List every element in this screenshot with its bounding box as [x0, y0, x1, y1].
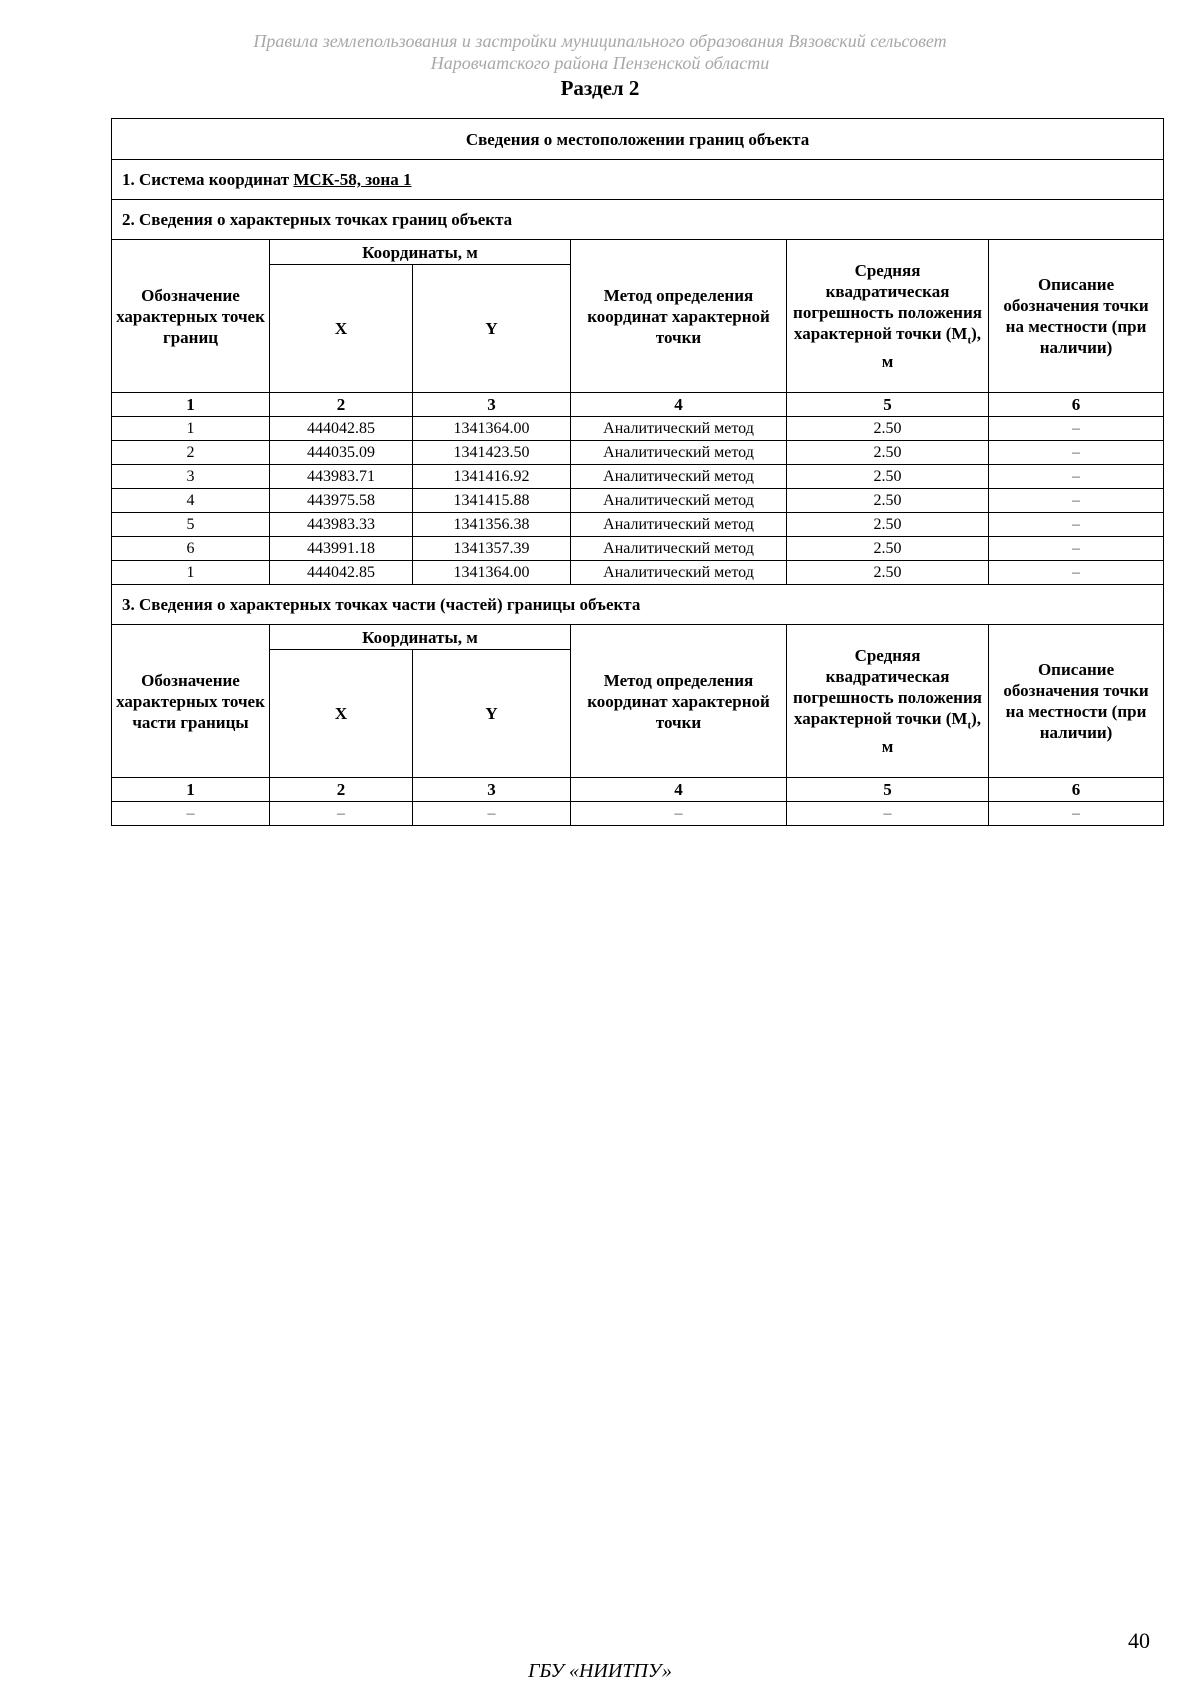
coord-system-label: 1. Система координат — [122, 170, 290, 189]
col-number-4: 4 — [571, 778, 787, 802]
point-x: 443975.58 — [270, 489, 413, 513]
part-section-title: 3. Сведения о характерных точках части (частей) границы объекта — [112, 585, 1164, 625]
col-coords-header: Координаты, м — [270, 625, 571, 650]
running-header-line-1: Правила землепользования и застройки муниципального образования Вязовский сельсовет — [253, 31, 947, 51]
col-designation-header: Обозначение характерных точек границ — [112, 240, 270, 393]
point-error: 2.50 — [787, 513, 989, 537]
col-number-6: 6 — [989, 778, 1164, 802]
part-point-description: – — [989, 802, 1164, 826]
point-x: 443991.18 — [270, 537, 413, 561]
point-number: 3 — [112, 465, 270, 489]
section-title: Раздел 2 — [560, 76, 640, 100]
col-error-text: Средняя квадратическая погрешность положения характерной точки (M — [793, 260, 982, 343]
col-y-header: Y — [413, 265, 571, 393]
table-row — [112, 441, 1164, 465]
table-row — [112, 417, 1164, 441]
col-coords-header: Координаты, м — [270, 240, 571, 265]
col-number-1: 1 — [112, 778, 270, 802]
point-description: – — [989, 441, 1164, 465]
table-row — [112, 513, 1164, 537]
running-header-line-2: Наровчатского района Пензенской области — [430, 53, 770, 73]
col-error-text: Средняя квадратическая погрешность положения характерной точки (M — [793, 645, 982, 728]
point-y: 1341415.88 — [413, 489, 571, 513]
col-description-header: Описание обозначения точки на местности (при наличии) — [989, 625, 1164, 778]
point-error: 2.50 — [787, 489, 989, 513]
col-x-header: X — [270, 650, 413, 778]
part-point-error: – — [787, 802, 989, 826]
col-y-header: Y — [413, 650, 571, 778]
col-number-3: 3 — [413, 393, 571, 417]
point-method: Аналитический метод — [571, 441, 787, 465]
table-row — [112, 561, 1164, 585]
point-description: – — [989, 561, 1164, 585]
point-number: 4 — [112, 489, 270, 513]
col-method-header: Метод определения координат характерной точки — [571, 625, 787, 778]
col-error-header — [787, 625, 989, 778]
part-point-x: – — [270, 802, 413, 826]
boundary-table — [111, 118, 1164, 826]
point-description: – — [989, 489, 1164, 513]
col-number-5: 5 — [787, 778, 989, 802]
point-error: 2.50 — [787, 561, 989, 585]
point-y: 1341416.92 — [413, 465, 571, 489]
col-number-3: 3 — [413, 778, 571, 802]
col-error-sub: t — [967, 719, 972, 732]
point-error: 2.50 — [787, 537, 989, 561]
table-row — [112, 802, 1164, 826]
point-method: Аналитический метод — [571, 465, 787, 489]
point-error: 2.50 — [787, 465, 989, 489]
point-x: 444035.09 — [270, 441, 413, 465]
table-row — [112, 489, 1164, 513]
points-section-title: 2. Сведения о характерных точках границ объекта — [112, 200, 1164, 240]
col-number-2: 2 — [270, 778, 413, 802]
point-description: – — [989, 513, 1164, 537]
point-number: 1 — [112, 561, 270, 585]
part-point-number: – — [112, 802, 270, 826]
point-x: 444042.85 — [270, 561, 413, 585]
point-y: 1341423.50 — [413, 441, 571, 465]
col-error-tail: ), м — [881, 323, 982, 372]
point-number: 1 — [112, 417, 270, 441]
point-number: 6 — [112, 537, 270, 561]
point-x: 443983.71 — [270, 465, 413, 489]
point-method: Аналитический метод — [571, 513, 787, 537]
part-point-y: – — [413, 802, 571, 826]
point-method: Аналитический метод — [571, 537, 787, 561]
point-error: 2.50 — [787, 417, 989, 441]
col-number-6: 6 — [989, 393, 1164, 417]
col-error-sub: t — [967, 334, 972, 347]
point-y: 1341364.00 — [413, 561, 571, 585]
point-number: 2 — [112, 441, 270, 465]
col-number-1: 1 — [112, 393, 270, 417]
point-y: 1341357.39 — [413, 537, 571, 561]
table-row — [112, 465, 1164, 489]
col-error-header — [787, 240, 989, 393]
col-error-tail: ), м — [881, 708, 982, 757]
col-number-5: 5 — [787, 393, 989, 417]
page-number: 40 — [1128, 1628, 1150, 1653]
point-error: 2.50 — [787, 441, 989, 465]
table-title: Сведения о местоположении границ объекта — [112, 119, 1164, 160]
coord-system-row — [112, 160, 1164, 200]
point-y: 1341356.38 — [413, 513, 571, 537]
coord-system-value: МСК-58, зона 1 — [293, 170, 412, 189]
col-designation-part-header: Обозначение характерных точек части границы — [112, 625, 270, 778]
point-method: Аналитический метод — [571, 561, 787, 585]
page-footer: ГБУ «НИИТПУ» — [528, 1660, 672, 1682]
point-x: 444042.85 — [270, 417, 413, 441]
table-row — [112, 537, 1164, 561]
point-description: – — [989, 537, 1164, 561]
point-method: Аналитический метод — [571, 489, 787, 513]
point-description: – — [989, 417, 1164, 441]
col-number-4: 4 — [571, 393, 787, 417]
point-method: Аналитический метод — [571, 417, 787, 441]
col-number-2: 2 — [270, 393, 413, 417]
col-x-header: X — [270, 265, 413, 393]
point-description: – — [989, 465, 1164, 489]
col-description-header: Описание обозначения точки на местности (при наличии) — [989, 240, 1164, 393]
point-x: 443983.33 — [270, 513, 413, 537]
part-point-method: – — [571, 802, 787, 826]
point-y: 1341364.00 — [413, 417, 571, 441]
col-method-header: Метод определения координат характерной точки — [571, 240, 787, 393]
point-number: 5 — [112, 513, 270, 537]
